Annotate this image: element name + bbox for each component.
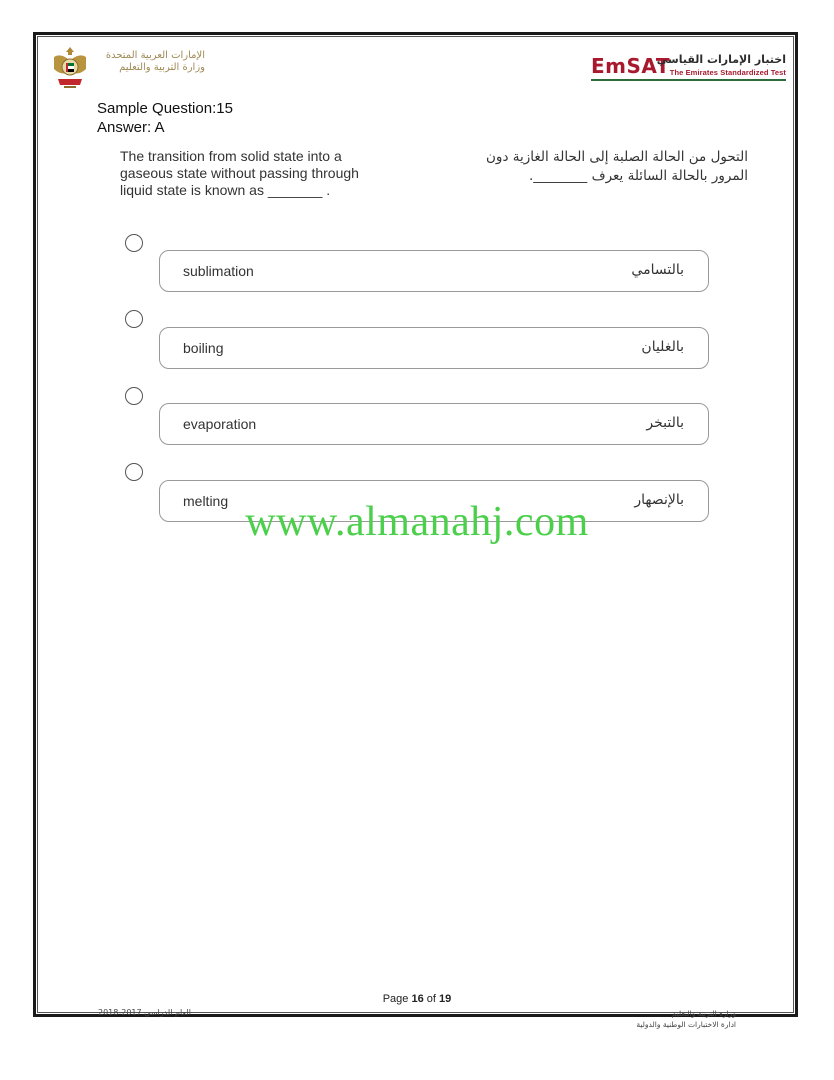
page-prefix: Page <box>382 993 409 1005</box>
ministry-name-header <box>95 50 205 74</box>
option-c-radio[interactable] <box>125 387 143 405</box>
question-number: Sample Question:15 <box>97 100 233 117</box>
ministry-line-1: الإمارات العربية المتحدة <box>105 50 205 61</box>
answer-key: Answer: A <box>97 119 165 136</box>
footer-ministry-line-1: وزارة التربية والتعليم <box>671 1009 736 1018</box>
page-number <box>0 993 834 1005</box>
option-a-arabic: بالتسامي <box>631 262 684 278</box>
watermark: www.almanahj.com <box>245 499 589 545</box>
question-stem-english: The transition from solid state into a gaseous state without passing through liquid state is known as _______ . <box>120 148 359 198</box>
header-divider <box>591 79 786 81</box>
page-current: 16 <box>411 993 424 1005</box>
option-c[interactable] <box>159 403 709 445</box>
footer-ministry-line-2: ادارة الاختبارات الوطنية والدولية <box>636 1020 736 1029</box>
academic-year: العام الدراسي 2017-2018 <box>98 1008 191 1017</box>
option-d-radio[interactable] <box>125 463 143 481</box>
emsat-english-title: The Emirates Standardized Test <box>669 68 786 77</box>
question-stem-arabic: التحول من الحالة الصلبة إلى الحالة الغازية دون المرور بالحالة السائلة يعرف ________. <box>486 149 748 184</box>
option-c-arabic: بالتبخر <box>646 415 684 431</box>
emsat-logo-text: EmSAT <box>591 54 670 78</box>
ministry-line-2: وزارة التربية والتعليم <box>119 62 205 73</box>
option-b-arabic: بالغليان <box>641 339 684 355</box>
option-d-english: melting <box>183 493 229 509</box>
option-b-radio[interactable] <box>125 310 143 328</box>
option-a[interactable] <box>159 250 709 292</box>
option-a-radio[interactable] <box>125 234 143 252</box>
option-b-english: boiling <box>183 340 224 356</box>
option-c-english: evaporation <box>183 416 257 432</box>
footer-ministry <box>536 1008 736 1030</box>
emsat-arabic-title: اختبار الإمارات القياسي <box>656 53 786 66</box>
option-a-english: sublimation <box>183 263 254 279</box>
page-total: 19 <box>439 993 452 1005</box>
option-d-arabic: بالإنصهار <box>634 492 684 508</box>
uae-emblem-icon <box>50 43 90 91</box>
emsat-logo-block <box>591 52 786 82</box>
page-of: of <box>426 993 436 1005</box>
option-b[interactable] <box>159 327 709 369</box>
